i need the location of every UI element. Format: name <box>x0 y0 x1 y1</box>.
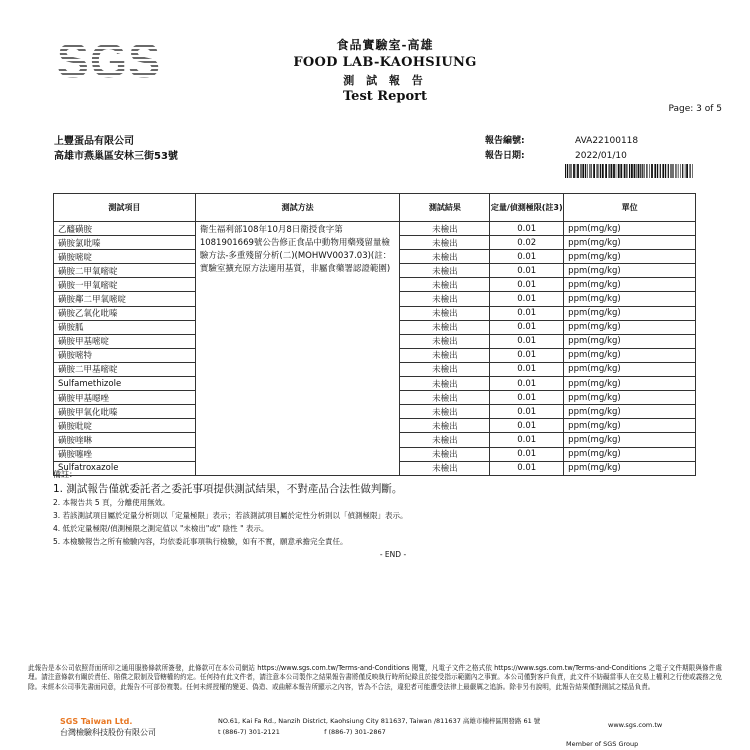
table-header-row <box>54 194 696 222</box>
cell-result: 未檢出 <box>400 447 490 461</box>
note-item: 4. 低於定量極限/偵測極限之測定值以 "未檢出"或" 陰性 " 表示。 <box>53 524 269 533</box>
client-address: 高雄市燕巢區安林三街53號 <box>54 151 178 162</box>
report-date: 2022/01/10 <box>575 151 627 161</box>
lab-name-en: FOOD LAB-KAOHSIUNG <box>293 55 477 70</box>
cell-unit: ppm(mg/kg) <box>564 461 696 475</box>
cell-test-item: 磺胺甲氧化吡嗪 <box>54 405 196 419</box>
report-date-label: 報告日期: <box>485 151 525 161</box>
cell-unit: ppm(mg/kg) <box>564 433 696 447</box>
cell-limit: 0.01 <box>490 320 564 334</box>
cell-unit: ppm(mg/kg) <box>564 320 696 334</box>
cell-test-item: 磺胺嘧啶 <box>54 250 196 264</box>
header-unit: 單位 <box>564 194 696 222</box>
cell-result: 未檢出 <box>400 391 490 405</box>
cell-test-item: 磺胺噻唑 <box>54 447 196 461</box>
cell-limit: 0.01 <box>490 306 564 320</box>
cell-result: 未檢出 <box>400 250 490 264</box>
note-item: 2. 本報告共 5 頁，分離使用無效。 <box>53 498 170 507</box>
cell-unit: ppm(mg/kg) <box>564 447 696 461</box>
lab-header <box>280 36 490 104</box>
cell-result: 未檢出 <box>400 405 490 419</box>
header-test-result: 測試結果 <box>400 194 490 222</box>
cell-result: 未檢出 <box>400 433 490 447</box>
footer-phone: t (886-7) 301-2121 <box>218 728 280 736</box>
notes <box>53 468 703 561</box>
cell-limit: 0.01 <box>490 377 564 391</box>
cell-limit: 0.01 <box>490 433 564 447</box>
cell-result: 未檢出 <box>400 419 490 433</box>
cell-test-item: Sulfamethizole <box>54 377 196 391</box>
cell-unit: ppm(mg/kg) <box>564 391 696 405</box>
cell-limit: 0.01 <box>490 348 564 362</box>
cell-unit: ppm(mg/kg) <box>564 306 696 320</box>
sgs-logo <box>52 33 166 87</box>
cell-result: 未檢出 <box>400 292 490 306</box>
disclaimer: 此報告是本公司依照背面所印之通用服務條款所簽發，此條款可在本公司網站 https://www.sgs.com.tw/Terms-and-Conditions 閱覽，凡電子文件之格式依 https://www.sgs.com.tw/Terms-and-Conditions 之電子文件期限與條件處理。請注意條款有關於責任、賠償之限制及管轄權的約定。任何持有此文件者，請注意本公司製作之結果報告書將僅反映執行時所紀錄且於接受指示範圍內之事實。本公司僅對客戶負責，此文件不妨礙當事人在交易上權利之行使或義務之免除。未經本公司事先書面同意，此報告不可部份複製。任何未經授權的變更、偽造、或曲解本報告所顯示之內容，皆為不合法，違犯者可能遭受法律上最嚴厲之追訴。除非另有說明，此報告結果僅對測試之樣品負責。 <box>28 664 722 691</box>
cell-result: 未檢出 <box>400 264 490 278</box>
cell-limit: 0.01 <box>490 264 564 278</box>
notes-title: 備註： <box>53 470 77 479</box>
cell-limit: 0.02 <box>490 236 564 250</box>
cell-result: 未檢出 <box>400 236 490 250</box>
cell-result: 未檢出 <box>400 278 490 292</box>
cell-limit: 0.01 <box>490 334 564 348</box>
cell-unit: ppm(mg/kg) <box>564 377 696 391</box>
cell-unit: ppm(mg/kg) <box>564 348 696 362</box>
barcode <box>565 164 695 178</box>
cell-unit: ppm(mg/kg) <box>564 278 696 292</box>
cell-test-item: 磺胺二甲氧嘧啶 <box>54 264 196 278</box>
cell-unit: ppm(mg/kg) <box>564 362 696 376</box>
cell-test-item: 磺胺甲基噁唑 <box>54 391 196 405</box>
cell-result: 未檢出 <box>400 320 490 334</box>
client-block <box>54 134 178 164</box>
footer-address: NO.61, Kai Fa Rd., Nanzih District, Kaohsiung City 811637, Taiwan /811637 高雄市楠梓區開發路 61 號 <box>218 717 541 725</box>
end-marker: - END - <box>379 550 407 559</box>
cell-result: 未檢出 <box>400 348 490 362</box>
results-table <box>53 193 696 476</box>
cell-result: 未檢出 <box>400 222 490 236</box>
cell-limit: 0.01 <box>490 292 564 306</box>
report-title-zh: 測 試 報 告 <box>343 74 427 87</box>
cell-limit: 0.01 <box>490 391 564 405</box>
cell-test-item: 乙醯磺胺 <box>54 222 196 236</box>
cell-unit: ppm(mg/kg) <box>564 250 696 264</box>
cell-result: 未檢出 <box>400 362 490 376</box>
cell-unit: ppm(mg/kg) <box>564 419 696 433</box>
cell-test-item: 磺胺乙氧化吡嗪 <box>54 306 196 320</box>
report-info <box>485 134 638 164</box>
svg-text:SGS: SGS <box>56 35 162 87</box>
lab-name-zh: 食品實驗室-高雄 <box>336 38 434 52</box>
footer-fax: f (886-7) 301-2867 <box>324 728 386 736</box>
cell-result: 未檢出 <box>400 377 490 391</box>
page-number: Page: 3 of 5 <box>668 104 722 114</box>
footer-company <box>60 716 156 738</box>
table-row <box>54 222 696 236</box>
cell-test-item: 磺胺甲基嘧啶 <box>54 334 196 348</box>
footer-address-block <box>218 716 540 738</box>
cell-test-item: 磺胺喹啉 <box>54 433 196 447</box>
cell-test-item: 磺胺吡啶 <box>54 419 196 433</box>
report-title-en: Test Report <box>343 89 427 104</box>
cell-test-item: 磺胺嘧特 <box>54 348 196 362</box>
note-item: 3. 若該測試項目屬於定量分析則以「定量極限」表示；若該測試項目屬於定性分析則以「偵測極限」表示。 <box>53 511 408 520</box>
header-test-method: 測試方法 <box>195 194 400 222</box>
cell-test-item: 磺胺鄰二甲氧嘧啶 <box>54 292 196 306</box>
cell-result: 未檢出 <box>400 306 490 320</box>
company-name-zh: 台灣檢驗科技股份有限公司 <box>60 728 156 737</box>
cell-test-item: 磺胺一甲氧嘧啶 <box>54 278 196 292</box>
cell-result: 未檢出 <box>400 461 490 475</box>
cell-test-item: 磺胺二甲基嘧啶 <box>54 362 196 376</box>
cell-unit: ppm(mg/kg) <box>564 264 696 278</box>
cell-limit: 0.01 <box>490 447 564 461</box>
cell-limit: 0.01 <box>490 419 564 433</box>
cell-limit: 0.01 <box>490 278 564 292</box>
cell-unit: ppm(mg/kg) <box>564 292 696 306</box>
header-limit: 定量/偵測極限(註3) <box>490 194 564 222</box>
member-text: Member of SGS Group <box>566 740 639 748</box>
header-test-item: 測試項目 <box>54 194 196 222</box>
cell-result: 未檢出 <box>400 334 490 348</box>
cell-unit: ppm(mg/kg) <box>564 334 696 348</box>
report-number-label: 報告編號: <box>485 136 525 146</box>
note-item: 5. 本檢驗報告之所有檢驗內容，均依委託事項執行檢驗，如有不實，願意承擔完全責任。 <box>53 537 348 546</box>
note-item: 1. 測試報告僅就委託者之委託事項提供測試結果，不對產品合法性做判斷。 <box>53 483 403 495</box>
cell-limit: 0.01 <box>490 362 564 376</box>
cell-limit: 0.01 <box>490 222 564 236</box>
cell-limit: 0.01 <box>490 250 564 264</box>
company-name-en: SGS Taiwan Ltd. <box>60 717 133 726</box>
cell-unit: ppm(mg/kg) <box>564 236 696 250</box>
cell-unit: ppm(mg/kg) <box>564 222 696 236</box>
footer-website: www.sgs.com.tw <box>608 721 663 729</box>
cell-unit: ppm(mg/kg) <box>564 405 696 419</box>
cell-test-method: 衛生福利部108年10月8日衛授食字第1081901669號公告修正食品中動物用藥殘留量檢驗方法-多重殘留分析(二)(MOHWV0037.03)(註：實驗室擴充原方法適用基質，非屬食藥署認證範圍) <box>195 222 400 476</box>
cell-limit: 0.01 <box>490 405 564 419</box>
cell-test-item: Sulfatroxazole <box>54 461 196 475</box>
cell-limit: 0.01 <box>490 461 564 475</box>
report-number: AVA22100118 <box>575 136 639 146</box>
cell-test-item: 磺胺氯吡嗪 <box>54 236 196 250</box>
client-name: 上豐蛋品有限公司 <box>54 136 134 147</box>
cell-test-item: 磺胺胍 <box>54 320 196 334</box>
